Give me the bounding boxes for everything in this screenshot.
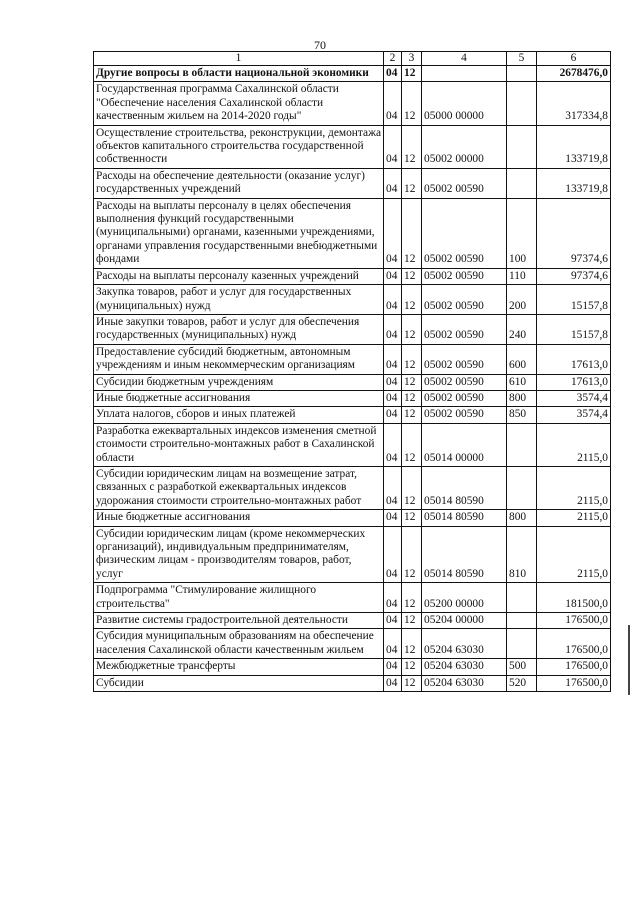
subsection-code: 12 [402, 344, 422, 374]
subsection-code: 12 [402, 659, 422, 675]
table-row [94, 659, 611, 675]
expense-type-code [507, 629, 537, 659]
table-row [94, 526, 611, 583]
subsection-code: 12 [402, 268, 422, 284]
amount: 2115,0 [537, 423, 611, 466]
section-code: 04 [384, 168, 402, 198]
expense-type-code [507, 583, 537, 613]
target-article-code: 05002 00590 [422, 198, 507, 268]
table-row [94, 125, 611, 168]
subsection-code: 12 [402, 82, 422, 125]
item-name: Осуществление строительства, реконструкции, демонтажа объектов капитального строительства государственной собственности [94, 125, 384, 168]
section-code: 04 [384, 374, 402, 390]
target-article-code: 05002 00000 [422, 125, 507, 168]
expense-type-code: 100 [507, 198, 537, 268]
expense-type-code: 500 [507, 659, 537, 675]
section-code: 04 [384, 344, 402, 374]
target-article-code: 05002 00590 [422, 285, 507, 315]
subsection-code: 12 [402, 526, 422, 583]
target-article-code: 05204 00000 [422, 613, 507, 629]
page-number: 70 [314, 38, 326, 52]
item-name: Субсидии юридическим лицам на возмещение затрат, связанных с разработкой ежеквартальных индексов удорожания стоимости строительно-монтажных работ [94, 466, 384, 509]
section-code: 04 [384, 125, 402, 168]
table-row [94, 613, 611, 629]
subsection-code: 12 [402, 374, 422, 390]
item-name: Закупка товаров, работ и услуг для государственных (муниципальных) нужд [94, 285, 384, 315]
table-row [94, 198, 611, 268]
section-code: 04 [384, 390, 402, 406]
item-name: Расходы на выплаты персоналу в целях обеспечения выполнения функций государственными (муниципальными) органами, казенными учреждениями, органами управления государственными внебюджетными фондами [94, 198, 384, 268]
amount: 176500,0 [537, 659, 611, 675]
amount: 133719,8 [537, 168, 611, 198]
amount: 97374,6 [537, 198, 611, 268]
table-row [94, 314, 611, 344]
table-row [94, 168, 611, 198]
amount: 176500,0 [537, 629, 611, 659]
table-row [94, 374, 611, 390]
column-header-2: 2 [384, 52, 402, 66]
section-code: 04 [384, 510, 402, 526]
expense-type-code [507, 466, 537, 509]
item-name: Субсидии бюджетным учреждениям [94, 374, 384, 390]
item-name: Субсидия муниципальным образованиям на обеспечение населения Сахалинской области качественным жильем [94, 629, 384, 659]
section-code: 04 [384, 583, 402, 613]
expense-type-code: 850 [507, 407, 537, 423]
column-header-5: 5 [507, 52, 537, 66]
table-row [94, 66, 611, 82]
subsection-code: 12 [402, 168, 422, 198]
item-name: Субсидии [94, 675, 384, 691]
amount: 17613,0 [537, 374, 611, 390]
item-name: Межбюджетные трансферты [94, 659, 384, 675]
item-name: Государственная программа Сахалинской области "Обеспечение населения Сахалинской области качественным жильем на 2014-2020 годы" [94, 82, 384, 125]
target-article-code: 05204 63030 [422, 659, 507, 675]
item-name: Уплата налогов, сборов и иных платежей [94, 407, 384, 423]
subsection-code: 12 [402, 583, 422, 613]
amount: 133719,8 [537, 125, 611, 168]
item-name: Развитие системы градостроительной деятельности [94, 613, 384, 629]
target-article-code: 05002 00590 [422, 390, 507, 406]
target-article-code [422, 66, 507, 82]
section-code: 04 [384, 613, 402, 629]
amount: 2115,0 [537, 466, 611, 509]
item-name: Расходы на обеспечение деятельности (оказание услуг) государственных учреждений [94, 168, 384, 198]
item-name: Субсидии юридическим лицам (кроме некоммерческих организаций), индивидуальным предпринимателям, физическим лицам - производителям товаров, работ, услуг [94, 526, 384, 583]
section-code: 04 [384, 675, 402, 691]
amount: 15157,8 [537, 314, 611, 344]
section-code: 04 [384, 82, 402, 125]
expense-type-code: 600 [507, 344, 537, 374]
section-code: 04 [384, 268, 402, 284]
amount: 2678476,0 [537, 66, 611, 82]
subsection-code: 12 [402, 629, 422, 659]
section-code: 04 [384, 285, 402, 315]
expense-type-code: 240 [507, 314, 537, 344]
section-code: 04 [384, 314, 402, 344]
section-code: 04 [384, 526, 402, 583]
table-row [94, 82, 611, 125]
item-name: Иные бюджетные ассигнования [94, 510, 384, 526]
amount: 97374,6 [537, 268, 611, 284]
item-name: Иные закупки товаров, работ и услуг для обеспечения государственных (муниципальных) нужд [94, 314, 384, 344]
target-article-code: 05204 63030 [422, 629, 507, 659]
target-article-code: 05002 00590 [422, 407, 507, 423]
subsection-code: 12 [402, 613, 422, 629]
target-article-code: 05204 63030 [422, 675, 507, 691]
target-article-code: 05002 00590 [422, 344, 507, 374]
subsection-code: 12 [402, 390, 422, 406]
table-row [94, 423, 611, 466]
target-article-code: 05014 80590 [422, 510, 507, 526]
expense-type-code: 810 [507, 526, 537, 583]
table-row [94, 510, 611, 526]
amount: 176500,0 [537, 675, 611, 691]
column-header-3: 3 [402, 52, 422, 66]
table-row [94, 466, 611, 509]
item-name: Предоставление субсидий бюджетным, автономным учреждениям и иным некоммерческим организациям [94, 344, 384, 374]
section-code: 04 [384, 659, 402, 675]
expense-type-code: 800 [507, 390, 537, 406]
expense-type-code: 200 [507, 285, 537, 315]
subsection-code: 12 [402, 125, 422, 168]
target-article-code: 05002 00590 [422, 314, 507, 344]
target-article-code: 05014 80590 [422, 526, 507, 583]
table-row [94, 583, 611, 613]
expense-type-code: 110 [507, 268, 537, 284]
subsection-code: 12 [402, 510, 422, 526]
target-article-code: 05002 00590 [422, 168, 507, 198]
column-header-1: 1 [94, 52, 384, 66]
subsection-code: 12 [402, 198, 422, 268]
item-name: Подпрограмма "Стимулирование жилищного строительства" [94, 583, 384, 613]
column-header-6: 6 [537, 52, 611, 66]
subsection-code: 12 [402, 407, 422, 423]
item-name: Расходы на выплаты персоналу казенных учреждений [94, 268, 384, 284]
budget-table [93, 51, 611, 692]
section-code: 04 [384, 629, 402, 659]
amount: 2115,0 [537, 510, 611, 526]
target-article-code: 05000 00000 [422, 82, 507, 125]
section-code: 04 [384, 198, 402, 268]
expense-type-code [507, 613, 537, 629]
amount: 317334,8 [537, 82, 611, 125]
table-header-row [94, 52, 611, 66]
subsection-code: 12 [402, 285, 422, 315]
table-row [94, 268, 611, 284]
target-article-code: 05014 80590 [422, 466, 507, 509]
section-code: 04 [384, 423, 402, 466]
amount: 176500,0 [537, 613, 611, 629]
subsection-code: 12 [402, 466, 422, 509]
amount: 3574,4 [537, 407, 611, 423]
table-row [94, 407, 611, 423]
subsection-code: 12 [402, 423, 422, 466]
expense-type-code: 610 [507, 374, 537, 390]
amount: 15157,8 [537, 285, 611, 315]
target-article-code: 05002 00590 [422, 374, 507, 390]
target-article-code: 05002 00590 [422, 268, 507, 284]
target-article-code: 05014 00000 [422, 423, 507, 466]
amount: 2115,0 [537, 526, 611, 583]
table-row [94, 344, 611, 374]
expense-type-code [507, 125, 537, 168]
margin-scan-mark [628, 625, 630, 695]
section-code: 04 [384, 66, 402, 82]
table-row [94, 675, 611, 691]
expense-type-code: 520 [507, 675, 537, 691]
item-name: Другие вопросы в области национальной экономики [94, 66, 384, 82]
expense-type-code [507, 66, 537, 82]
subsection-code: 12 [402, 675, 422, 691]
section-code: 04 [384, 407, 402, 423]
amount: 3574,4 [537, 390, 611, 406]
amount: 17613,0 [537, 344, 611, 374]
item-name: Разработка ежеквартальных индексов изменения сметной стоимости строительно-монтажных работ в Сахалинской области [94, 423, 384, 466]
table-row [94, 390, 611, 406]
subsection-code: 12 [402, 314, 422, 344]
section-code: 04 [384, 466, 402, 509]
item-name: Иные бюджетные ассигнования [94, 390, 384, 406]
subsection-code: 12 [402, 66, 422, 82]
column-header-4: 4 [422, 52, 507, 66]
expense-type-code: 800 [507, 510, 537, 526]
expense-type-code [507, 82, 537, 125]
table-row [94, 629, 611, 659]
table-row [94, 285, 611, 315]
target-article-code: 05200 00000 [422, 583, 507, 613]
amount: 181500,0 [537, 583, 611, 613]
expense-type-code [507, 423, 537, 466]
expense-type-code [507, 168, 537, 198]
